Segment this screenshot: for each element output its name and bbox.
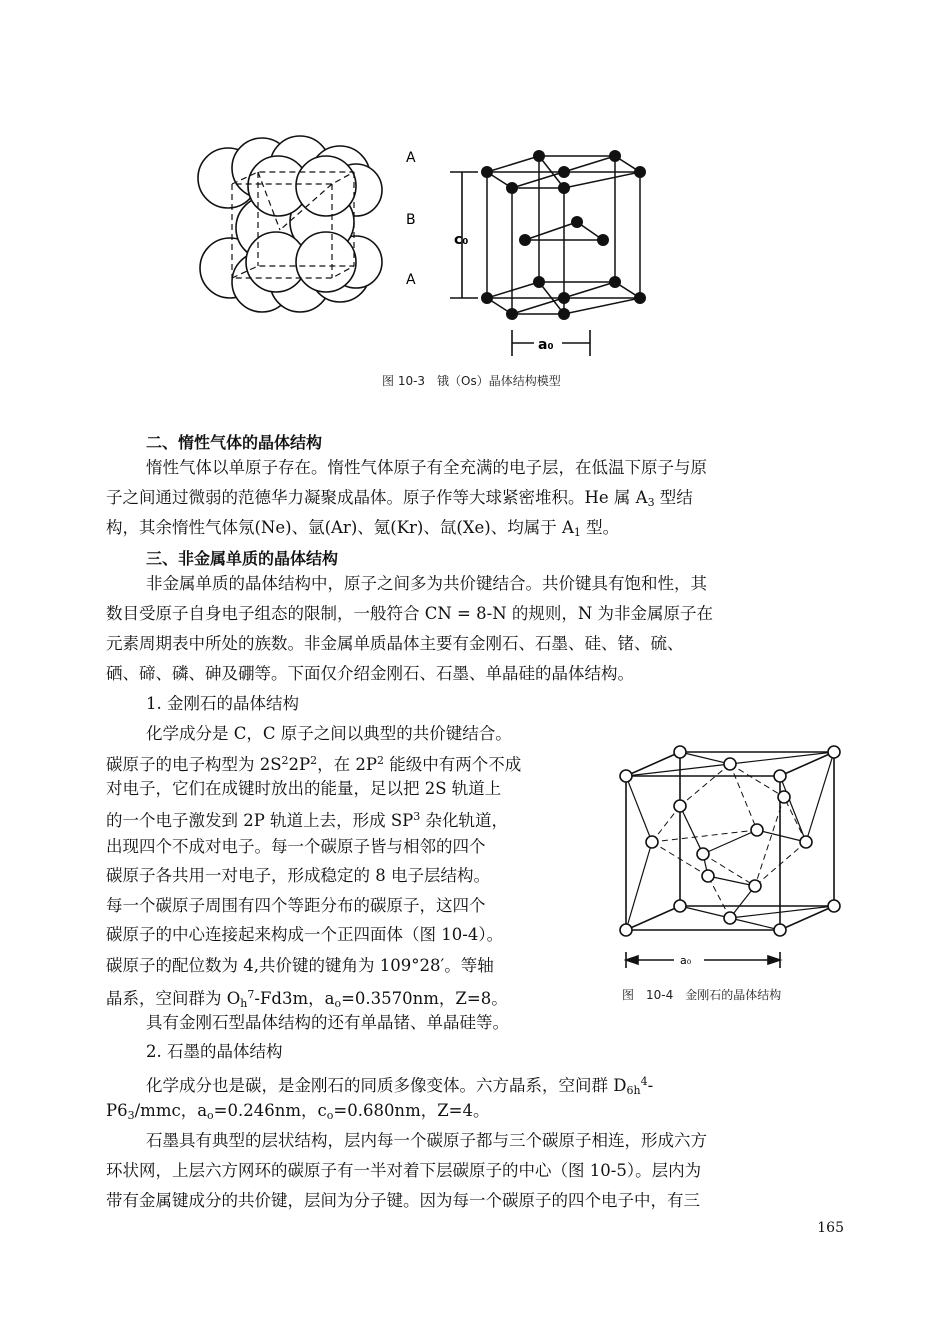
- figure-10-4-diamond-structure: [612, 738, 848, 974]
- paragraph-line: 非金属单质的晶体结构中，原子之间多为共价键结合。共价键具有饱和性，其: [146, 574, 707, 593]
- a0-label: a₀: [538, 337, 554, 353]
- paragraph-line: 碳原子的中心连接起来构成一个正四面体（图 10-4）。: [106, 925, 504, 944]
- hcp-unit-cell: [487, 156, 640, 314]
- paragraph-line: $P6_3$/mmc，$a_o=0.246nm$，$c_o=0.680nm$，Z=4。: [106, 1101, 490, 1122]
- paragraph-line: 构，其余惰性气体氖(Ne)、氩(Ar)、氪(Kr)、氙(Xe)、均属于 $A_1$ 型。: [106, 518, 620, 539]
- page-number: 165: [817, 1220, 844, 1236]
- figure-10-3-os-structure: [196, 130, 666, 365]
- paragraph-line: 元素周期表中所处的族数。非金属单质晶体主要有金刚石、石墨、硅、锗、硫、: [106, 634, 684, 653]
- figure-10-3-caption: 图 10-3 锇（Os）晶体结构模型: [382, 374, 561, 388]
- paragraph-line: 碳原子的电子构型为 $2S^22P^2$，在 $2P^2$ 能级中有两个不成: [106, 754, 522, 774]
- diamond-atoms: [620, 746, 840, 936]
- figure-10-4-caption: 图 10-4 金刚石的晶体结构: [622, 988, 782, 1002]
- paragraph-line: 化学成分是 C，C 原子之间以典型的共价键结合。: [146, 724, 512, 743]
- paragraph-line: 石墨具有典型的层状结构，层内每一个碳原子都与三个碳原子相连，形成六方: [146, 1131, 707, 1150]
- paragraph-line: 碳原子各共用一对电子，形成稳定的 8 电子层结构。: [106, 866, 490, 885]
- paragraph-line: 的一个电子激发到 2P 轨道上去，形成 $SP^3$ 杂化轨道，: [106, 810, 508, 830]
- paragraph-line: 晶系，空间群为 $O_h^7-Fd3m$，$a_o=0.3570nm$，Z=8。: [106, 988, 508, 1010]
- layer-label-middle: B: [406, 212, 416, 228]
- c0-label: c₀: [454, 232, 469, 248]
- diamond-a0-dimension: [626, 952, 780, 968]
- paragraph-line: 惰性气体以单原子存在。惰性气体原子有全充满的电子层，在低温下原子与原: [146, 458, 707, 477]
- diamond-dashed-bonds: [652, 764, 806, 918]
- paragraph-line: 碳原子的配位数为 4,共价键的键角为 109°28′。等轴: [106, 956, 494, 975]
- section-heading-nonmetal: 三、非金属单质的晶体结构: [146, 549, 339, 568]
- paragraph-line: 每一个碳原子周围有四个等距分布的碳原子，这四个: [106, 896, 486, 915]
- paragraph-line: 具有金刚石型晶体结构的还有单晶锗、单晶硅等。: [146, 1013, 509, 1032]
- paragraph-line: 硒、碲、磷、砷及硼等。下面仅介绍金刚石、石墨、单晶硅的晶体结构。: [106, 664, 634, 683]
- layer-label-bottom: A: [406, 272, 416, 288]
- section-heading-noble-gas: 二、惰性气体的晶体结构: [146, 433, 323, 452]
- paragraph-line: 带有金属键成分的共价键，层间为分子键。因为每一个碳原子的四个电子中，有三: [106, 1191, 700, 1210]
- layer-label-top: A: [406, 150, 416, 166]
- paragraph-line: 出现四个不成对电子。每一个碳原子皆与相邻的四个: [106, 837, 486, 856]
- paragraph-line: 对电子，它们在成键时放出的能量，足以把 2S 轨道上: [106, 779, 502, 798]
- subsection-heading-graphite: 2. 石墨的晶体结构: [146, 1042, 283, 1061]
- subsection-heading-diamond: 1. 金刚石的晶体结构: [146, 694, 299, 713]
- paragraph-line: 子之间通过微弱的范德华力凝聚成晶体。原子作等大球紧密堆积。He 属 $A_3$ 型结: [106, 488, 693, 509]
- paragraph-line: 化学成分也是碳，是金刚石的同质多像变体。六方晶系，空间群 $D_{6h}^4-$: [146, 1075, 654, 1097]
- paragraph-line: 环状网，上层六方网环的碳原子有一半对着下层碳原子的中心（图 10-5）。层内为: [106, 1161, 702, 1180]
- diamond-a0-label: a₀: [680, 954, 692, 967]
- paragraph-line: 数目受原子自身电子组态的限制，一般符合 CN = 8-N 的规则，N 为非金属原子在: [106, 604, 714, 623]
